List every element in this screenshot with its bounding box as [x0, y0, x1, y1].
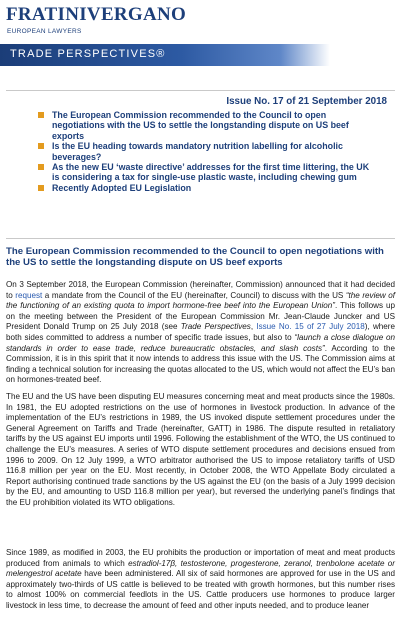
- toc-item[interactable]: Recently Adopted EU Legislation: [36, 183, 376, 193]
- article-paragraph: On 3 September 2018, the European Commission (hereinafter, Commission) announced that it had decided to request a mandate from the Council of the EU (hereinafter, Council) to discuss with the US “the review of the functioning of an existing quota to import hormone-free beef into the European Union”. This follows up on the meeting between the President of the European Commission Mr. Jean-Claude Juncker and US President Donald Trump on 25 July 2018 (see Trade Perspectives, Issue No. 15 of 27 July 2018), where both sides committed to address a number of specific trade issues, but also to “launch a close dialogue on standards in order to ease trade, reduce bureaucratic obstacles, and slash costs”. According to the Commission, it is in this spirit that it now intends to address this issue with the US. The Commission aims at finding a technical solution for increasing the quotas allocated to the US, which would not affect the EU’s ban on hormones-treated beef.: [6, 280, 395, 385]
- divider: [6, 90, 395, 91]
- brand-logo: [6, 4, 206, 44]
- bullet-icon: [38, 143, 44, 149]
- article-title: The European Commission recommended to the Council to open negotiations with the US to settle the longstanding dispute on US beef exports: [6, 246, 384, 269]
- article-paragraph: Since 1989, as modified in 2003, the EU prohibits the production or importation of meat and meat products produced from animals to which estradiol-17β, testosterone, progesterone, zeranol, trenbolone acetate or melengestrol acetate have been administered. All six of said hormones are approved for use in the US and approximately two-thirds of US cattle is believed to be treated with growth hormones, but this number rises to almost 100% on commercial feedlots in the US. Cattle producers use hormones to produce larger livestock in less time, to decrease the amount of feed and other inputs needed, and to produce leaner: [6, 548, 396, 610]
- brand-subtitle: EUROPEAN LAWYERS: [7, 28, 82, 35]
- toc-item[interactable]: Is the EU heading towards mandatory nutrition labelling for alcoholic beverages?: [36, 141, 376, 162]
- toc-item[interactable]: As the new EU ‘waste directive’ addresses for the first time littering, the UK is considering a tax for single-use plastic waste, including chewing gum: [36, 162, 376, 183]
- bullet-icon: [38, 164, 44, 170]
- brand-name: FRATINIVERGANO: [6, 4, 187, 25]
- table-of-contents: [36, 110, 376, 193]
- toc-item[interactable]: The European Commission recommended to the Council to open negotiations with the US to settle the longstanding dispute on US beef exports: [36, 110, 376, 141]
- banner-title: TRADE PERSPECTIVES®: [10, 48, 166, 60]
- issue-label: Issue No. 17 of 21 September 2018: [226, 96, 387, 107]
- bullet-icon: [38, 112, 44, 118]
- article-paragraph: The EU and the US have been disputing EU measures concerning meat and meat products since the 1980s. In 1981, the EU adopted restrictions on the use of hormones in livestock production. In advance of the implementation of the EU’s restrictions in 1989, the US invoked dispute settlement procedures under the General Agreement on Tariffs and Trade (hereinafter, GATT) in 1986. The dispute resulted in retaliatory tariffs by the US against EU imports until 1996. Following the establishment of the WTO, the US continued to challenge the EU’s measures. A series of WTO dispute settlement procedures and decisions ensued from 1996 to 2009. On 12 July 1999, a WTO arbitrator authorised the US to impose retaliatory tariffs of USD 116.8 million per year on the EU. Most recently, in October 2008, the WTO Appellate Body circulated a Report authorising continued trade sanctions by the US against the EU (on the basis of a July 1999 decision by the EU, and amounting to USD 116.8 million per year), but reversed the underlying panel’s findings that the EU prohibition violated its WTO obligations.: [6, 392, 395, 507]
- divider: [6, 238, 395, 239]
- newsletter-banner: [0, 44, 330, 66]
- bullet-icon: [38, 185, 44, 191]
- issue-reference-link[interactable]: Issue No. 15 of 27 July 2018: [256, 322, 365, 332]
- request-link[interactable]: request: [15, 290, 43, 300]
